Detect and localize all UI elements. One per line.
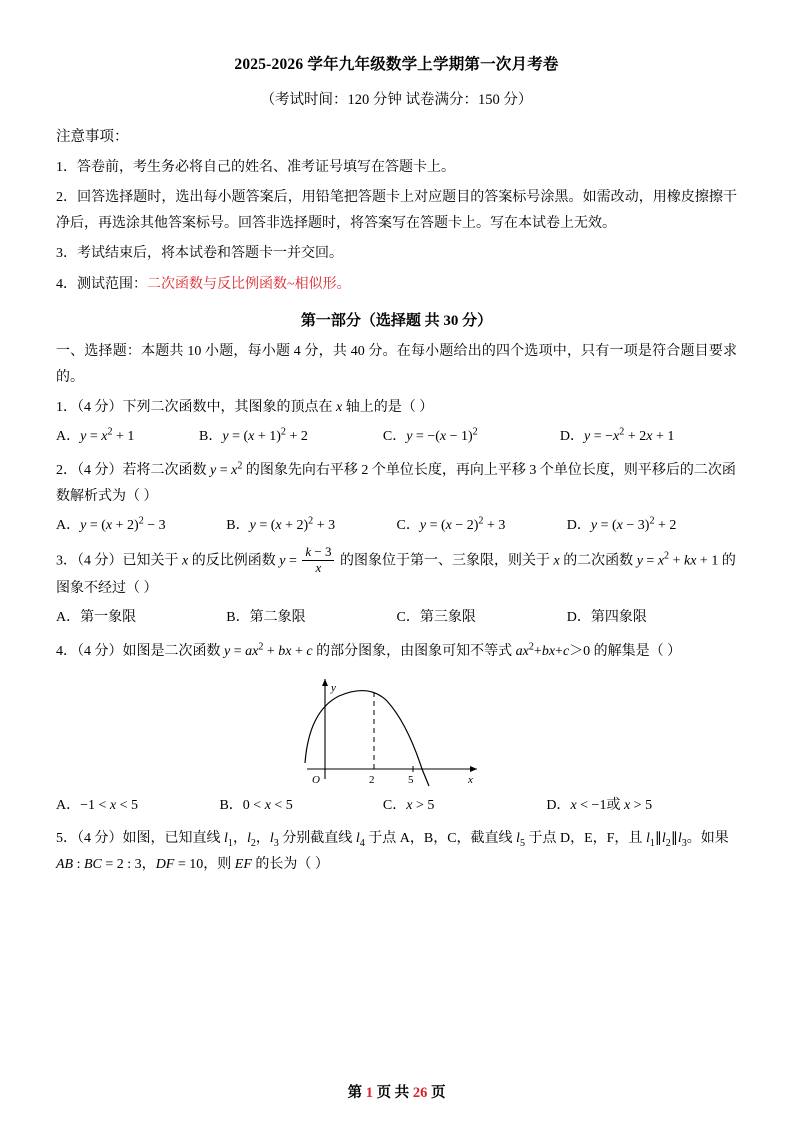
parabola-figure <box>247 671 547 789</box>
option-label-b: B． <box>226 517 250 533</box>
question-2-option-a[interactable]: A．$y = (x + 2)^2 - 3$ <box>56 514 166 533</box>
tick-label-5: 5 <box>407 773 413 786</box>
question-3-score: （4 分） <box>77 553 123 569</box>
question-3: 3．（4 分）已知关于 x 的反比例函数 y = $\frac{k - 3}{x}$ 的图象位于第一、三象限，则关于 x 的二次函数 $y = x^2$ + kx + 1 的图象不经过（ ） <box>56 544 736 597</box>
option-label-a: A． <box>56 610 81 626</box>
question-2-score: （4 分） <box>77 462 123 478</box>
question-4-options <box>56 793 737 820</box>
option-label-d: D． <box>566 610 591 626</box>
question-2-option-b[interactable]: B．$y = (x + 2)^2 + 3$ <box>226 514 336 533</box>
footer-suffix: 页 <box>430 1085 446 1101</box>
option-label-a: A． <box>56 429 81 445</box>
option-text-b: 第二象限 <box>249 610 306 626</box>
footer-prefix: 第 <box>347 1085 363 1101</box>
option-text-c: 第三象限 <box>419 610 476 626</box>
question-2-number: 2． <box>56 462 77 478</box>
question-4-score: （4 分） <box>77 643 123 659</box>
option-label-b: B． <box>199 429 223 445</box>
question-1-stem-pre: 下列二次函数中，其图象的顶点在 <box>122 400 336 416</box>
option-label-d: D． <box>546 797 571 813</box>
option-text-d: 第四象限 <box>590 610 647 626</box>
question-3-number: 3． <box>56 553 77 569</box>
question-1-score: （4 分） <box>77 400 123 416</box>
option-label-b: B． <box>219 797 243 813</box>
notice-item-3: 3．考试结束后，将本试卷和答题卡一并交回。 <box>56 246 343 262</box>
tick-label-2: 2 <box>368 773 374 786</box>
option-label-c: C． <box>396 517 420 533</box>
exam-subtitle: （考试时间：120 分钟 试卷满分：150 分） <box>260 92 533 108</box>
question-3-option-a[interactable] <box>56 605 226 632</box>
fraction-k-minus-3-over-x: $\frac{k - 3}{x}$ <box>302 545 334 575</box>
section-intro: 一、选择题：本题共 10 小题，每小题 4 分，共 40 分。在每小题给出的四个选项中，只有一项是符合题目要求的。 <box>56 344 737 385</box>
scope-value: 二次函数与反比例函数~相似形。 <box>147 276 351 292</box>
option-label-a: A． <box>56 517 81 533</box>
question-4-option-a[interactable]: A．−1 < x < 5 <box>56 797 139 813</box>
question-4-option-b[interactable]: B．0 < x < 5 <box>219 797 293 813</box>
footer-total-pages: 26 <box>412 1085 428 1101</box>
option-label-c: C． <box>382 429 407 445</box>
question-1-options <box>56 424 737 451</box>
scope-label: 4．测试范围： <box>56 276 147 292</box>
question-3-option-c[interactable] <box>397 605 567 632</box>
question-1-option-c[interactable]: C．$y = -(x - 1)^2$ <box>382 426 478 445</box>
question-1-variable: x <box>336 400 343 416</box>
notice-item-2: 2．回答选择题时，选出每小题答案后，用铅笔把答题卡上对应题目的答案标号涂黑。如需改动，用橡皮擦擦干净后，再选涂其他答案标号。回答非选择题时，将答案写在答题卡上。写在本试卷上无效。 <box>56 190 737 231</box>
question-5-number: 5． <box>56 831 77 847</box>
question-1-number: 1． <box>56 400 77 416</box>
origin-label: O <box>311 773 320 786</box>
option-label-b: B． <box>226 610 250 626</box>
question-1-option-a[interactable]: A．$y = x^2 + 1$ <box>56 426 135 445</box>
option-label-d: D． <box>559 429 585 445</box>
option-label-a: A． <box>56 797 81 813</box>
section-heading: 第一部分（选择题 共 30 分） <box>300 313 493 330</box>
question-1-option-d[interactable]: D．$y = -x^2 + 2x + 1$ <box>559 426 675 445</box>
question-2: 2．（4 分）若将二次函数 $y = x^2$ 的图象先向右平移 2 个单位长度，再向上平移 3 个单位长度，则平移后的二次函数解析式为（ ） <box>56 460 736 504</box>
question-4-number: 4． <box>56 643 77 659</box>
question-1 <box>56 395 737 421</box>
x-axis-label: x <box>467 773 473 786</box>
page-title: 2025-2026 学年九年级数学上学期第一次月考卷 <box>234 56 559 73</box>
question-1-option-b[interactable]: B．$y = (x + 1)^2 + 2$ <box>199 426 308 445</box>
footer-middle: 页 共 <box>376 1085 410 1101</box>
y-axis-label: y <box>330 681 336 694</box>
question-4-option-d[interactable]: D．x < −1或 x > 5 <box>546 797 653 813</box>
question-5-score: （4 分） <box>77 831 123 847</box>
notice-heading: 注意事项： <box>56 129 129 145</box>
option-label-c: C． <box>382 797 407 813</box>
question-3-option-b[interactable] <box>226 605 396 632</box>
option-text-a: 第一象限 <box>80 610 137 626</box>
question-1-stem-post: 轴上的是（ ） <box>342 400 434 416</box>
footer-page-number: 1 <box>365 1085 373 1101</box>
page-footer <box>0 1081 793 1102</box>
question-2-options <box>56 513 737 540</box>
question-3-option-d[interactable] <box>567 605 737 632</box>
question-4: 4．（4 分）如图是二次函数 $y = ax^2$ + bx + c 的部分图象，由图象可知不等式 $ax^2+bx+c>0$ 的解集是（ ） <box>56 641 682 659</box>
question-5: 5．（4 分）如图，已知直线 $l_1$，$l_2$，$l_3$ 分别截直线 $l_4$ 于点 A，B，C，截直线 $l_5$ 于点 D，E，F，且 $l_1\parallel l_2\parallel l_3$。如果 AB : BC = 2 : 3，DF = 10，则 EF 的长为（ ） <box>56 831 729 873</box>
option-label-d: D． <box>566 517 591 533</box>
notice-item-1: 1．答卷前，考生务必将自己的姓名、准考证号填写在答题卡上。 <box>56 160 455 175</box>
option-label-c: C． <box>396 610 420 626</box>
question-2-option-c[interactable]: C．$y = (x - 2)^2 + 3$ <box>396 514 506 533</box>
question-4-option-c[interactable]: C．x > 5 <box>382 797 435 813</box>
notice-item-4 <box>56 272 737 297</box>
question-3-options <box>56 605 737 632</box>
question-2-option-d[interactable]: D．$y = (x - 3)^2 + 2$ <box>566 514 677 533</box>
